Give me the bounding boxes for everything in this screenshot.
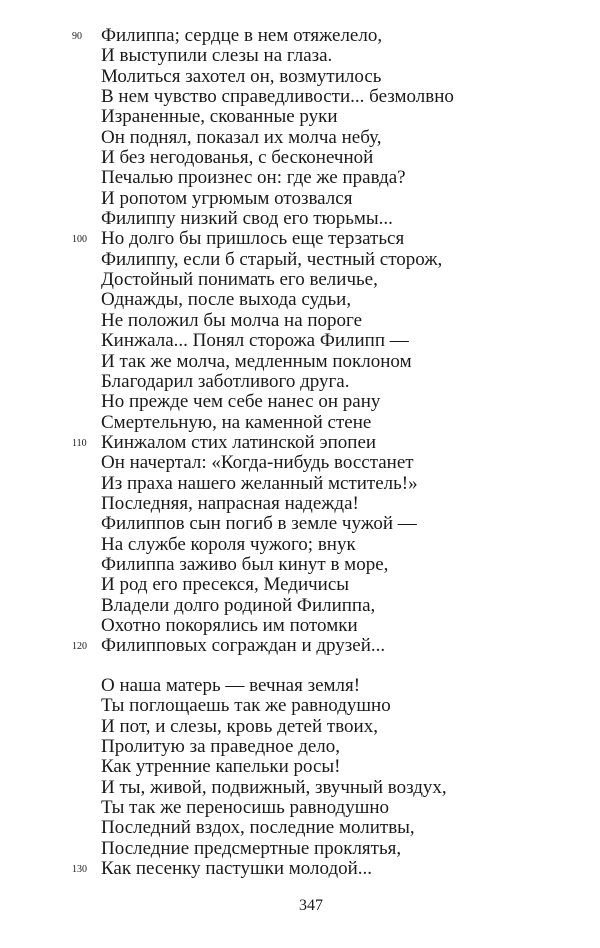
- line-text: Как утренние капельки росы!: [101, 756, 341, 778]
- poem-line: [0, 229, 600, 249]
- poem-line: [0, 696, 600, 716]
- poem-line: [0, 818, 600, 838]
- poem-line: [0, 372, 600, 392]
- poem-line: [0, 87, 600, 107]
- line-number: 130: [72, 864, 87, 876]
- line-number: 110: [72, 437, 87, 449]
- poem-line: [0, 555, 600, 575]
- line-text: Филиппу, если б старый, честный сторож,: [101, 248, 443, 270]
- line-text: Израненные, скованные руки: [101, 106, 338, 128]
- line-text: В нем чувство справедливости... безмолвно: [101, 86, 454, 108]
- line-text: Печалью произнес он: где же правда?: [101, 167, 406, 189]
- poem-line: [0, 474, 600, 494]
- line-text: Последний вздох, последние молитвы,: [101, 817, 415, 839]
- line-text: Он поднял, показал их молча небу,: [101, 126, 382, 148]
- poem-line: [0, 270, 600, 290]
- poem-line: [0, 46, 600, 66]
- line-text: Ты поглощаешь так же равнодушно: [101, 695, 391, 717]
- poem-line: [0, 717, 600, 737]
- line-text: Охотно покорялись им потомки: [101, 614, 358, 636]
- line-number: 100: [72, 234, 87, 246]
- line-text: Он начертал: «Когда-нибудь восстанет: [101, 452, 414, 474]
- line-text: На службе короля чужого; внук: [101, 533, 356, 555]
- poem-line: [0, 737, 600, 757]
- line-text: Смертельную, на каменной стене: [101, 411, 372, 433]
- poem-line: [0, 535, 600, 555]
- stanza-1: [0, 26, 600, 657]
- poem-line: [0, 778, 600, 798]
- line-text: Кинжала... Понял сторожа Филипп —: [101, 330, 409, 352]
- stanza-2: [0, 676, 600, 879]
- line-text: Филиппа заживо был кинут в море,: [101, 553, 389, 575]
- page-number: 347: [299, 897, 323, 914]
- line-text: Последние предсмертные проклятья,: [101, 837, 402, 859]
- line-text: Благодарил заботливого друга.: [101, 370, 350, 392]
- line-text: Филиппов сын погиб в земле чужой —: [101, 513, 417, 535]
- poem-line: [0, 494, 600, 514]
- poem-line: [0, 392, 600, 412]
- line-text: Последняя, напрасная надежда!: [101, 492, 359, 514]
- poem-line: [0, 575, 600, 595]
- poem-line: [0, 636, 600, 656]
- line-text: Ты так же переносишь равнодушно: [101, 797, 389, 819]
- poem-line: [0, 757, 600, 777]
- poem-line: [0, 250, 600, 270]
- poem-line: [0, 107, 600, 127]
- line-text: Филиппа; сердце в нем отяжелело,: [101, 25, 383, 46]
- line-text: И род его пресекся, Медичисы: [101, 574, 350, 596]
- line-text: Владели долго родиной Филиппа,: [101, 594, 376, 616]
- poem-line: [0, 128, 600, 148]
- poem-line: [0, 311, 600, 331]
- poem-line: [0, 352, 600, 372]
- line-text: Филиппу низкий свод его тюрьмы...: [101, 208, 393, 230]
- poem-line: [0, 616, 600, 636]
- line-text: Как песенку пастушки молодой...: [101, 858, 373, 880]
- poem-line: [0, 148, 600, 168]
- poem-line: [0, 433, 600, 453]
- line-text: Пролитую за праведное дело,: [101, 736, 341, 758]
- poem-line: [0, 189, 600, 209]
- line-text: И ты, живой, подвижный, звучный воздух,: [101, 776, 447, 798]
- poem-line: [0, 413, 600, 433]
- line-text: И пот, и слезы, кровь детей твоих,: [101, 715, 378, 737]
- line-text: Но прежде чем себе нанес он рану: [101, 391, 381, 413]
- line-number: 120: [72, 641, 87, 653]
- poem-line: [0, 839, 600, 859]
- line-text: Из праха нашего желанный мститель!»: [101, 472, 418, 494]
- poem-line: [0, 798, 600, 818]
- poem-line: [0, 676, 600, 696]
- poem-line: [0, 859, 600, 879]
- poem-line: [0, 596, 600, 616]
- line-text: Не положил бы молча на пороге: [101, 309, 363, 331]
- line-text: Но долго бы пришлось еще терзаться: [101, 228, 405, 250]
- poem-line: [0, 453, 600, 473]
- line-text: И выступили слезы на глаза.: [101, 45, 333, 67]
- poem-line: [0, 168, 600, 188]
- poem-line: [0, 290, 600, 310]
- poem-line: [0, 514, 600, 534]
- line-text: И без негодованья, с бесконечной: [101, 147, 374, 169]
- poem-line: [0, 331, 600, 351]
- line-text: Молиться захотел он, возмутилось: [101, 65, 382, 87]
- line-text: И ропотом угрюмым отозвался: [101, 187, 353, 209]
- line-number: 90: [72, 31, 82, 42]
- poem-line: [0, 26, 600, 46]
- line-text: Филипповых сограждан и друзей...: [101, 635, 386, 657]
- poem-line: [0, 67, 600, 87]
- line-text: Достойный понимать его величье,: [101, 269, 378, 291]
- line-text: О наша матерь — вечная земля!: [101, 675, 361, 696]
- poem-line: [0, 209, 600, 229]
- line-text: И так же молча, медленным поклоном: [101, 350, 412, 372]
- line-text: Кинжалом стих латинской эпопеи: [101, 431, 377, 453]
- line-text: Однажды, после выхода судьи,: [101, 289, 352, 311]
